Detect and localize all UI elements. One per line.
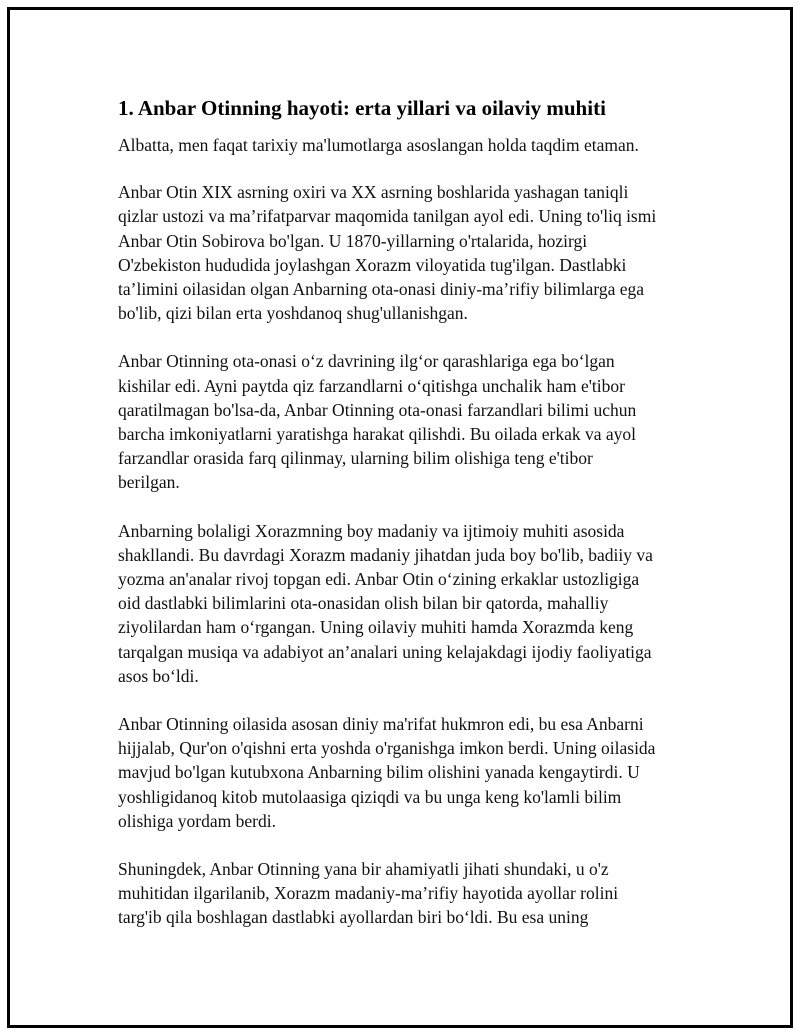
text-line: kishilar edi. Ayni paytda qiz farzandlarni o‘qitishga unchalik ham e'tibor bbox=[118, 375, 625, 396]
text-line: farzandlar orasida farq qilinmay, ularning bilim olishiga teng e'tibor bbox=[118, 448, 593, 469]
paragraph-biography bbox=[118, 180, 693, 325]
page-frame bbox=[7, 7, 793, 1028]
text-line: oid dastlabki bilimlarini ota-onasidan olish bilan bir qatorda, mahalliy bbox=[118, 593, 609, 614]
text-line: tarqalgan musiqa va adabiyot an’analari uning kelajakdagi ijodiy faoliyatiga bbox=[118, 641, 652, 662]
text-line: mavjud bo'lgan kutubxona Anbarning bilim olishini yanada kengaytirdi. U bbox=[118, 762, 640, 783]
text-line: muhitidan ilgarilanib, Xorazm madaniy-ma’rifiy hayotida ayollar rolini bbox=[118, 883, 619, 904]
text-line: Anbar Otin XIX asrning oxiri va XX asrning boshlarida yashagan taniqli bbox=[118, 182, 629, 203]
text-line: Anbar Otinning oilasida asosan diniy ma'rifat hukmron edi, bu esa Anbarni bbox=[118, 714, 644, 735]
text-line: hijjalab, Qur'on o'qishni erta yoshda o'rganishga imkon berdi. Uning oilasida bbox=[118, 738, 656, 759]
text-line: asos bo‘ldi. bbox=[118, 665, 199, 686]
text-line: targ'ib qila boshlagan dastlabki ayollardan biri bo‘ldi. Bu esa uning bbox=[118, 907, 589, 928]
text-line: olishiga yordam berdi. bbox=[118, 810, 276, 831]
paragraph-religious-education bbox=[118, 712, 693, 833]
document-body bbox=[118, 95, 693, 954]
paragraph-parents bbox=[118, 349, 693, 494]
text-line: yoshligidanoq kitob mutolaasiga qiziqdi va bu unga keng ko'lamli bilim bbox=[118, 786, 622, 807]
text-line: barcha imkoniyatlarni yaratishga harakat qilishdi. Bu oilada erkak va ayol bbox=[118, 424, 637, 445]
text-line: Anbar Otinning ota-onasi o‘z davrining ilg‘or qarashlariga ega bo‘lgan bbox=[118, 351, 615, 372]
text-line: yozma an'analar rivoj topgan edi. Anbar Otin o‘zining erkaklar ustozligiga bbox=[118, 569, 640, 590]
section-heading: 1. Anbar Otinning hayoti: erta yillari va oilaviy muhiti bbox=[118, 96, 606, 120]
text-line: Anbar Otin Sobirova bo'lgan. U 1870-yillarning o'rtalarida, hozirgi bbox=[118, 230, 588, 251]
paragraph-womens-role bbox=[118, 857, 693, 930]
text-line: Albatta, men faqat tarixiy ma'lumotlarga asoslangan holda taqdim etaman. bbox=[118, 135, 639, 155]
text-line: berilgan. bbox=[118, 472, 180, 493]
text-line: shakllandi. Bu davrdagi Xorazm madaniy jihatdan juda boy bo'lib, badiiy va bbox=[118, 544, 653, 565]
paragraph-intro bbox=[118, 133, 693, 157]
text-line: O'zbekiston hududida joylashgan Xorazm viloyatida tug'ilgan. Dastlabki bbox=[118, 254, 627, 275]
text-line: Shuningdek, Anbar Otinning yana bir ahamiyatli jihati shundaki, u o'z bbox=[118, 859, 609, 880]
text-line: ziyolilardan ham o‘rgangan. Uning oilaviy muhiti hamda Xorazmda keng bbox=[118, 617, 634, 638]
text-line: qaratilmagan bo'lsa-da, Anbar Otinning ota-onasi farzandlari bilimi uchun bbox=[118, 399, 637, 420]
text-line: ta’limini oilasidan olgan Anbarning ota-onasi diniy-ma’rifiy bilimlarga ega bbox=[118, 279, 645, 300]
text-line: qizlar ustozi va ma’rifatparvar maqomida tanilgan ayol edi. Uning to'liq ismi bbox=[118, 206, 657, 227]
text-line: Anbarning bolaligi Xorazmning boy madaniy va ijtimoiy muhiti asosida bbox=[118, 520, 625, 541]
paragraph-childhood bbox=[118, 519, 693, 688]
text-line: bo'lib, qizi bilan erta yoshdanoq shug'ullanishgan. bbox=[118, 303, 468, 324]
